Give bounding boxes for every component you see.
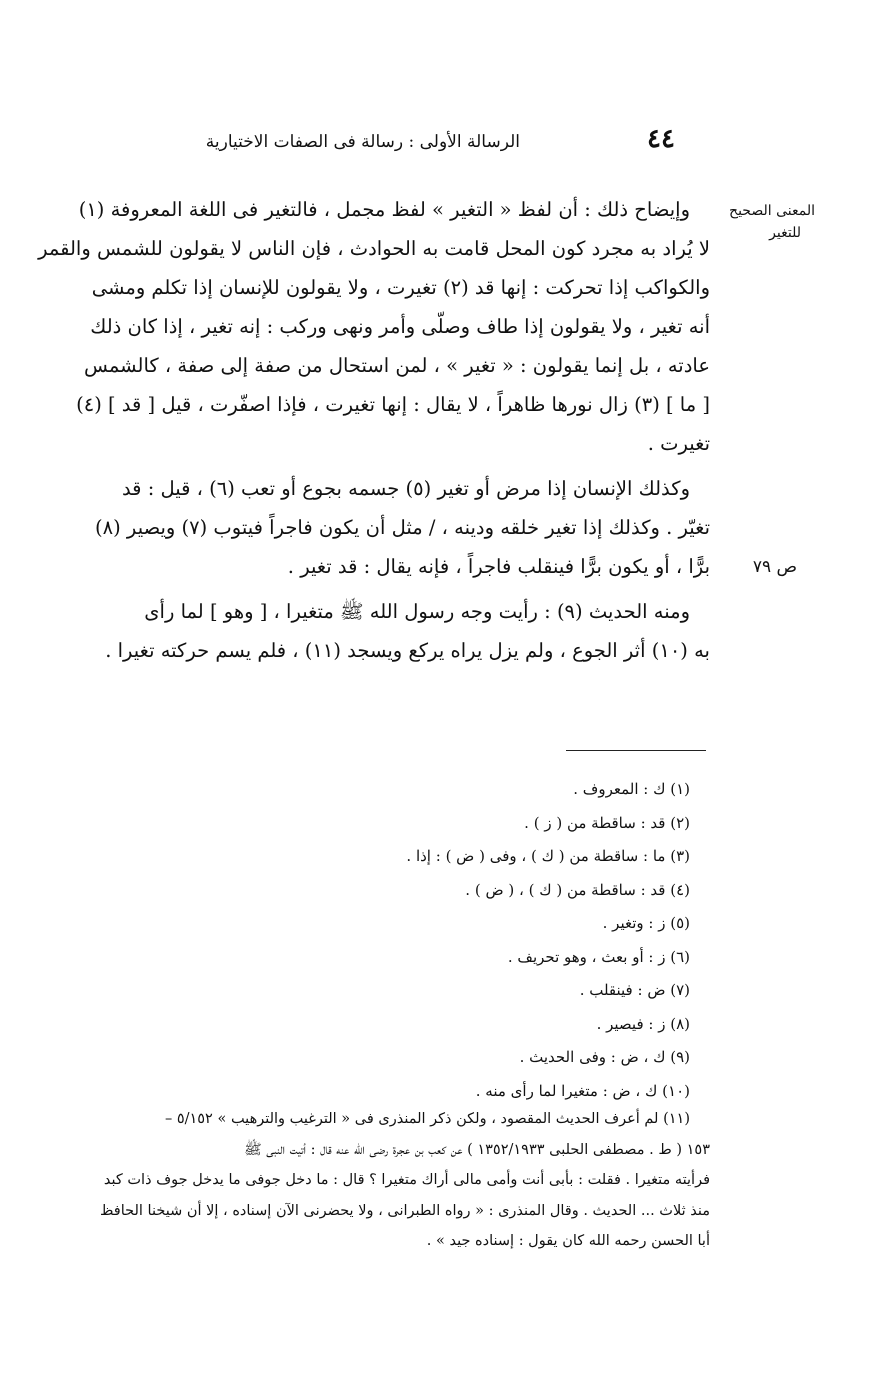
text-line: والكواكب إذا تحركت : إنها قد (٢) تغيرت ، ولا يقولون للإنسان إذا تكلم ومشى (91, 276, 710, 299)
footnote-11 (70, 1104, 710, 1257)
footnote: (٧) ض : فينقلب . (579, 981, 690, 999)
footnote: (٨) ز : فيصير . (596, 1014, 690, 1033)
footnote: (٣) ما : ساقطة من ( ك ) ، وفى ( ض ) : إذا . (406, 847, 690, 865)
main-text (38, 190, 710, 670)
margin-note (725, 200, 815, 244)
text-line: عادته ، بل إنما يقولون : « تغير » ، لمن استحال من صفة إلى صفة ، كالشمس (83, 354, 710, 377)
margin-note-line: للتغير (769, 225, 801, 241)
original-page-reference: ص ٧٩ (752, 557, 798, 577)
paragraph (38, 190, 710, 463)
paragraph (78, 469, 710, 586)
footnotes-list (70, 773, 690, 1108)
running-header-title: الرسالة الأولى : رسالة فى الصفات الاختيارية (205, 132, 520, 152)
footnote-line: فرأيته متغيرا . فقلت : بأبى أنت وأمى مالى أراك متغيرا ؟ قال : ما دخل جوفى ما يدخل جوف ذات كبد (103, 1172, 710, 1188)
text-line: تغيّر . وكذلك إذا تغير خلقه ودينه ، / مثل أن يكون فاجراً فيتوب (٧) ويصير (٨) (95, 516, 710, 539)
footnote-line: ١٥٣ ( ط . مصطفى الحلبى ١٣٥٢/١٩٣٣ ) عن كعب بن عجرة رضى الله عنه قال : أتيت النبى ﷺ (244, 1141, 710, 1158)
footnote-separator (566, 750, 706, 751)
footnote-line: أبا الحسن رحمه الله كان يقول : إسناده جيد » . (426, 1233, 710, 1249)
text-line: أنه تغير ، ولا يقولون إذا طاف وصلّى وأمر ونهى وركب : إنه تغير ، إذا كان ذلك (90, 315, 710, 338)
footnote: (٦) ز : أو بعث ، وهو تحريف . (507, 947, 690, 966)
text-line: وكذلك الإنسان إذا مرض أو تغير (٥) جسمه بجوع أو تعب (٦) ، قيل : قد (121, 477, 690, 500)
footnote-line: منذ ثلاث ... الحديث . وقال المنذرى : « رواه الطبرانى ، ولا يحضرنى الآن إسناده ، إلا أن شيخنا الحافظ (100, 1202, 710, 1219)
text-line: لا يُراد به مجرد كون المحل قامت به الحوادث ، فإن الناس لا يقولون للشمس والقمر (38, 237, 710, 260)
footnote-line: (١١) لم أعرف الحديث المقصود ، ولكن ذكر المنذرى فى « الترغيب والترهيب » ٥/١٥٢ – (164, 1111, 690, 1127)
footnote: (٢) قد : ساقطة من ( ز ) . (524, 813, 690, 832)
text-line: [ ما ] (٣) زال نورها ظاهراً ، لا يقال : إنها تغيرت ، فإذا اصفّرت ، قيل [ قد ] (٤) (76, 393, 710, 416)
footnote: (١) ك : المعروف . (573, 780, 690, 798)
footnote: (٤) قد : ساقطة من ( ك ) ، ( ض ) . (465, 880, 690, 899)
page-number: ٤٤ (647, 124, 675, 154)
margin-note-line: المعنى الصحيح (729, 203, 815, 219)
footnote: (١٠) ك ، ض : متغيرا لما رأى منه . (475, 1081, 690, 1100)
text-line: به (١٠) أثر الجوع ، ولم يزل يراه يركع ويسجد (١١) ، فلم يسم حركته تغيرا . (105, 639, 710, 662)
text-line: ومنه الحديث (٩) : رأيت وجه رسول الله ﷺ متغيرا ، [ وهو ] لما رأى (144, 600, 690, 623)
footnote: (٩) ك ، ض : وفى الحديث . (519, 1048, 690, 1066)
text-line: وإيضاح ذلك : أن لفظ « التغير » لفظ مجمل ، فالتغير فى اللغة المعروفة (١) (78, 198, 690, 221)
text-line: برًّا ، أو يكون برًّا فينقلب فاجراً ، فإنه يقال : قد تغير . (287, 555, 710, 578)
footnote: (٥) ز : وتغير . (602, 914, 690, 932)
paragraph (78, 592, 710, 670)
text-line: تغيرت . (647, 432, 710, 455)
